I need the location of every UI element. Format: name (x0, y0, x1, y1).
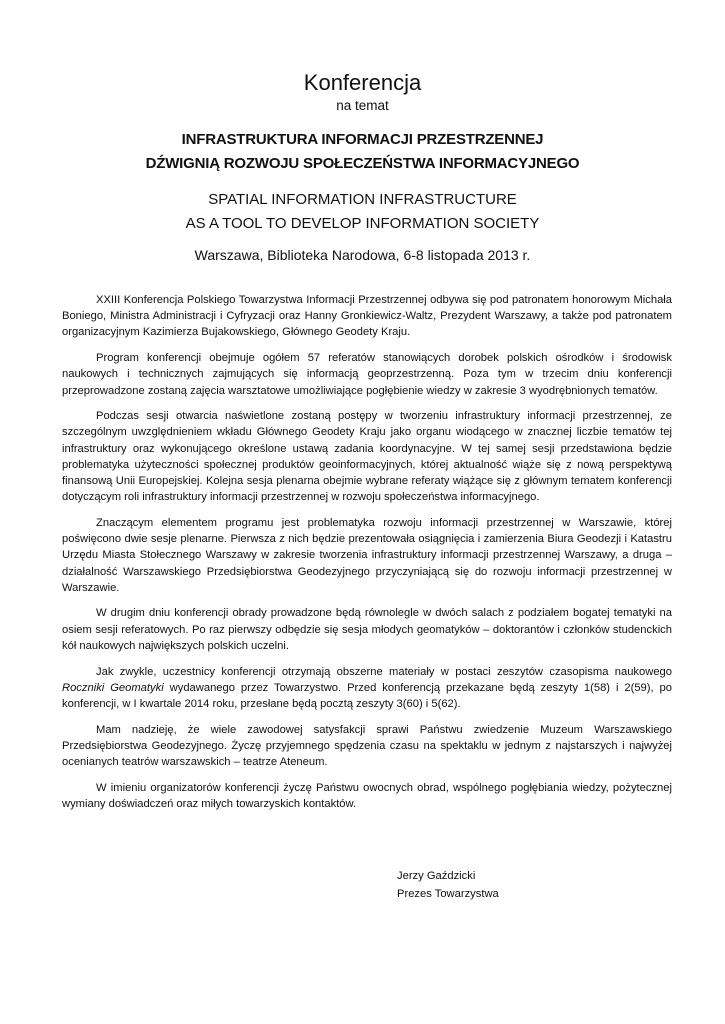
materials-text-before: Jak zwykle, uczestnicy konferencji otrzymają obszerne materiały w postaci zeszytów czasopisma naukowego (96, 665, 672, 678)
page-title: Konferencja (303, 70, 422, 95)
page-subtitle: na temat (336, 98, 389, 113)
materials-text-after: wydawanego przez Towarzystwo. Przed konferencją przekazane będą zeszyty 1(58) i 2(59), po konferencji, w I kwartale 2014 roku, przesłane będą pocztą zeszyty 3(60) i 5(62). (62, 681, 673, 710)
signature-role: Prezes Towarzystwa (397, 888, 499, 900)
letter-body (62, 292, 672, 822)
topic-polish-line-2: DŹWIGNIĄ ROZWOJU SPOŁECZEŃSTWA INFORMACYJNEGO (145, 155, 580, 172)
paragraph-program: Program konferencji obejmuje ogółem 57 referatów stanowiących dorobek polskich ośrodków i środowisk naukowych i technicznych zajmujących się informacją geoprzestrzenną. Poza tym w trzecim dniu konferencji przeprowadzone zostaną zajęcia warsztatowe umożliwiające pogłębienie wiedzy w zakresie 3 wyodrębnionych tematów. (62, 352, 672, 397)
paragraph-closing: W imieniu organizatorów konferencji życzę Państwu owocnych obrad, wspólnego pogłębiania wiedzy, pożytecznej wymiany doświadczeń oraz miłych towarzyskich kontaktów. (62, 781, 672, 810)
signature-name: Jerzy Gaździcki (397, 870, 476, 882)
paragraph-materials (62, 664, 672, 713)
paragraph-second-day: W drugim dniu konferencji obrady prowadzone będą równolegle w dwóch salach z podziałem bogatej tematyki na osiem sesji referatowych. Po raz pierwszy odbędzie się sesja młodych geomatyków – doktorantów i członków studenckich kół naukowych największych polskich uczelni. (62, 607, 672, 652)
paragraph-museum: Mam nadzieję, że wiele zawodowej satysfakcji sprawi Państwu zwiedzenie Muzeum Warszawskiego Przedsiębiorstwa Geodezyjnego. Życzę przyjemnego spędzenia czasu na spektaklu w jednym z najstarszych i najwyżej ocenianych teatrów warszawskich – teatrze Ateneum. (62, 723, 672, 769)
journal-title: Roczniki Geomatyki (62, 681, 164, 694)
paragraph-opening-session: Podczas sesji otwarcia naświetlone zostaną postępy w tworzeniu infrastruktury informacji przestrzennej, ze szczególnym uwzględnieniem wkładu Głównego Geodety Kraju jako organu wiodącego w znacznej liczbie tematów tej infrastruktury oraz wykonującego określone ustawą zadania koordynacyjne. W tej samej sesji przedstawiona będzie problematyka użyteczności społecznej produktów geoinformacyjnych, której aktualność wiąże się z nową perspektywą finansową Unii Europejskiej. Kolejna sesja plenarna obejmie wybrane referaty wiążące się z głównym tematem konferencji dotyczącym roli infrastruktury informacji przestrzennej w rozwoju społeczeństwa informacyjnego. (62, 410, 672, 504)
topic-polish-line-1: INFRASTRUKTURA INFORMACJI PRZESTRZENNEJ (181, 131, 544, 148)
paragraph-warsaw: Znaczącym elementem programu jest problematyka rozwoju informacji przestrzennej w Warszawie, której poświęcono dwie sesje plenarne. Pierwsza z nich będzie prezentowała osiągnięcia i zamierzenia Biura Geodezji i Katastru Urzędu Miasta Stołecznego Warszawy w zakresie tworzenia infrastruktury informacji przestrzennej Warszawy, a druga – działalność Warszawskiego Przedsiębiorstwa Geodezyjnego przyczyniającą się do rozwoju informacji przestrzennej w Warszawie. (62, 516, 672, 594)
paragraph-patronage: XXIII Konferencja Polskiego Towarzystwa Informacji Przestrzennej odbywa się pod patronatem honorowym Michała Boniego, Ministra Administracji i Cyfryzacji oraz Hanny Gronkiewicz-Waltz, Prezydent Warszawy, a także pod patronatem organizacyjnym Kazimierza Bujakowskiego, Głównego Geodety Kraju. (62, 294, 672, 339)
topic-english-line-1: SPATIAL INFORMATION INFRASTRUCTURE (208, 191, 517, 208)
venue-date: Warszawa, Biblioteka Narodowa, 6-8 listopada 2013 r. (194, 247, 531, 263)
topic-english-line-2: AS A TOOL TO DEVELOP INFORMATION SOCIETY (185, 215, 540, 232)
signature-block (397, 867, 499, 903)
